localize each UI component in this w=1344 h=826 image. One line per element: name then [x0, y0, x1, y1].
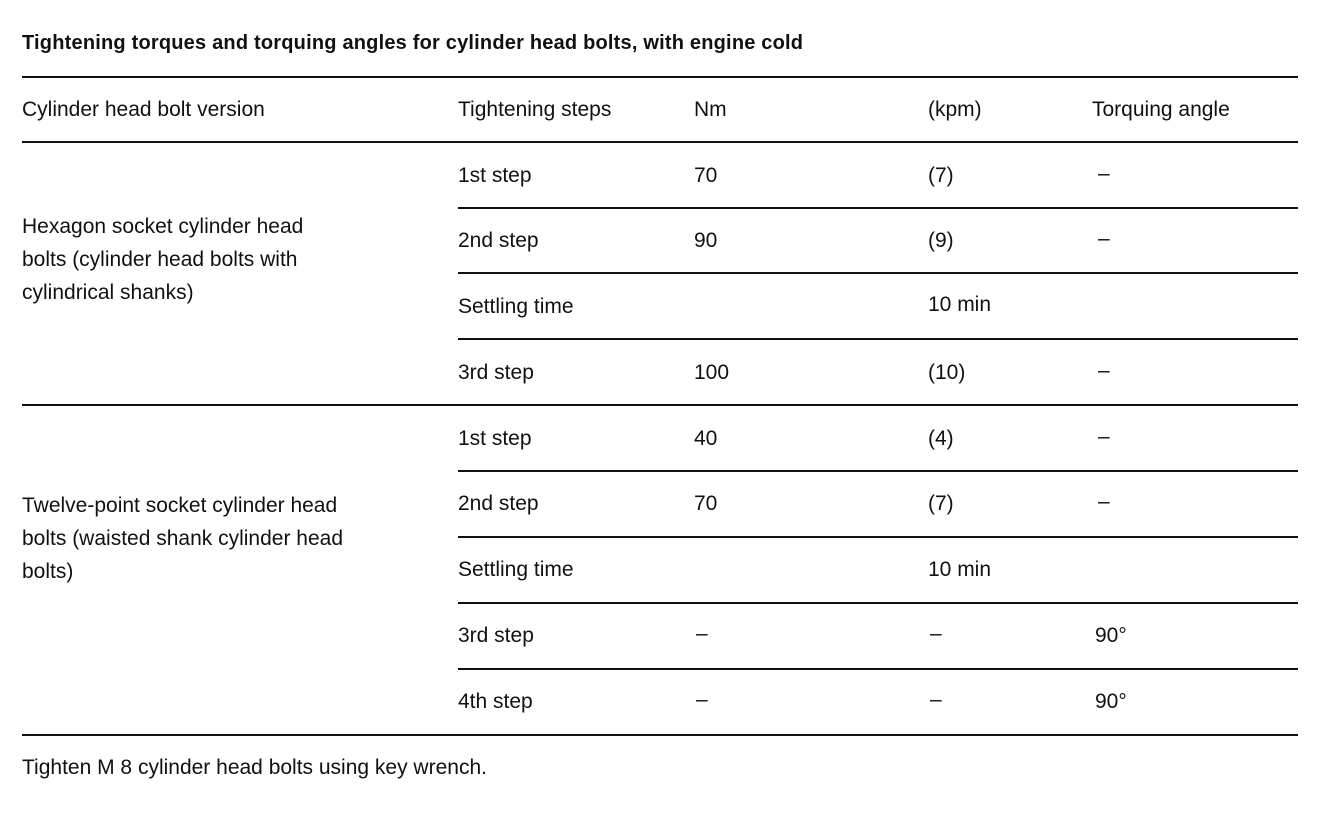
row-kpm: 10 min	[928, 558, 992, 581]
row-angle: –	[1098, 490, 1110, 513]
header-kpm: (kpm)	[928, 98, 982, 121]
row-step: 2nd step	[458, 229, 539, 252]
row-rule	[458, 602, 1298, 604]
row-rule	[458, 272, 1298, 274]
row-step: 2nd step	[458, 492, 539, 515]
row-step: 1st step	[458, 427, 532, 450]
row-kpm: (9)	[928, 229, 954, 252]
row-nm: –	[696, 688, 708, 711]
header-nm: Nm	[694, 98, 727, 121]
row-angle: 90°	[1095, 690, 1127, 713]
row-angle: –	[1098, 162, 1110, 185]
row-step: 3rd step	[458, 361, 534, 384]
row-kpm: (4)	[928, 427, 954, 450]
row-kpm: (7)	[928, 164, 954, 187]
row-kpm: 10 min	[928, 293, 992, 316]
row-angle: –	[1098, 227, 1110, 250]
row-angle: 90°	[1095, 624, 1127, 647]
header-rule	[22, 141, 1298, 143]
group-label-hexagon: Hexagon socket cylinder head bolts (cylinder head bolts with cylindrical shanks)	[22, 215, 304, 304]
row-step: Settling time	[458, 558, 574, 581]
row-rule	[458, 536, 1298, 538]
row-step: 4th step	[458, 690, 533, 713]
header-steps: Tightening steps	[458, 98, 612, 121]
row-rule	[458, 207, 1298, 209]
row-nm: 90	[694, 229, 718, 252]
row-kpm: –	[930, 688, 942, 711]
row-nm: 70	[694, 492, 718, 515]
row-nm: 100	[694, 361, 730, 384]
row-kpm: (7)	[928, 492, 954, 515]
row-angle: –	[1098, 359, 1110, 382]
row-step: 1st step	[458, 164, 532, 187]
row-nm: –	[696, 622, 708, 645]
header-angle: Torquing angle	[1092, 98, 1230, 121]
row-rule	[458, 470, 1298, 472]
group-rule	[22, 404, 1298, 406]
row-angle: –	[1098, 425, 1110, 448]
row-nm: 70	[694, 164, 718, 187]
row-kpm: –	[930, 622, 942, 645]
bottom-rule	[22, 734, 1298, 736]
top-rule	[22, 76, 1298, 78]
row-rule	[458, 668, 1298, 670]
row-nm: 40	[694, 427, 718, 450]
row-rule	[458, 338, 1298, 340]
row-step: Settling time	[458, 295, 574, 318]
header-version: Cylinder head bolt version	[22, 98, 265, 121]
row-kpm: (10)	[928, 361, 966, 384]
table-title: Tightening torques and torquing angles for cylinder head bolts, with engine cold	[22, 32, 804, 54]
group-label-twelve-point: Twelve-point socket cylinder head bolts (waisted shank cylinder head bolts)	[22, 494, 344, 583]
footnote: Tighten M 8 cylinder head bolts using key wrench.	[22, 756, 487, 779]
row-step: 3rd step	[458, 624, 534, 647]
